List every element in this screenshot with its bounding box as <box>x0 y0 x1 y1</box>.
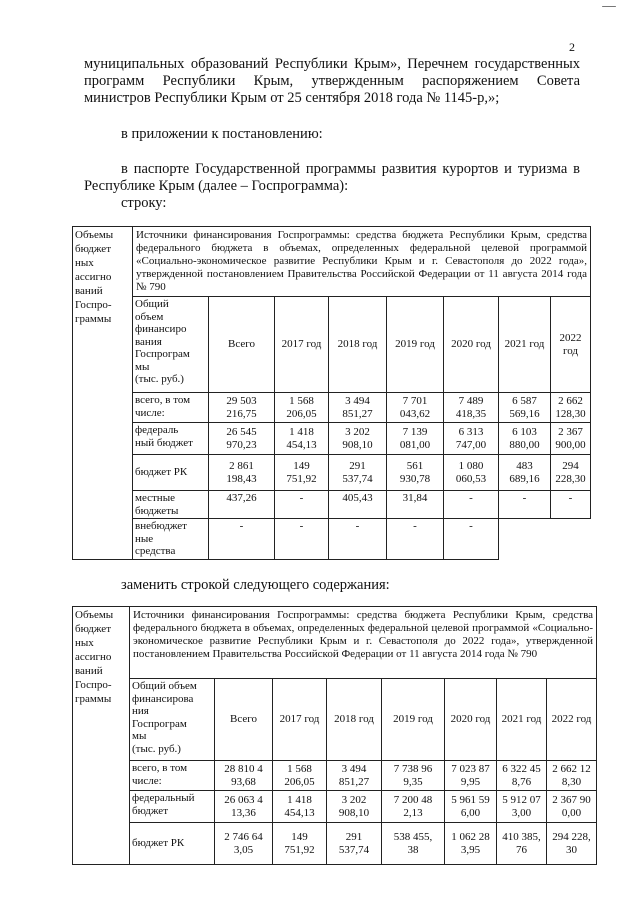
table-cell: - <box>329 519 387 560</box>
cell-line: 8,76 <box>511 775 532 788</box>
table-cell <box>445 761 497 791</box>
cell-line: 6 313 <box>458 426 484 438</box>
cell-line: 060,53 <box>455 472 487 485</box>
column-header: 2021 год <box>497 679 547 761</box>
cell-line: 3,05 <box>233 843 254 856</box>
cell-line: 483 <box>516 460 533 472</box>
cell-line: 561 <box>406 460 424 472</box>
row-label-rk <box>133 455 209 491</box>
label-line: вания <box>135 335 162 348</box>
label-line: бюджет <box>132 804 168 817</box>
cell-line: 3 494 <box>345 395 370 407</box>
table-cell <box>382 791 445 823</box>
funding-table-old <box>72 226 591 560</box>
label-line: объем <box>135 310 164 323</box>
table-row <box>73 519 591 560</box>
table-cell <box>215 761 273 791</box>
label-line: Госпро- <box>75 679 112 691</box>
table-cell <box>445 823 497 865</box>
cell-line: 9,95 <box>460 775 481 788</box>
label-line: ные <box>135 532 154 545</box>
cell-line: 291 <box>345 831 363 843</box>
cell-line: 38 <box>407 843 419 856</box>
label-line: Госпрограм <box>135 348 190 360</box>
funding-table-new <box>72 606 597 865</box>
cell-line: 1 062 28 <box>451 831 490 843</box>
scan-speck <box>602 6 616 7</box>
cell-line: 2 662 12 <box>552 763 591 775</box>
column-header: 2018 год <box>329 297 387 393</box>
table-cell <box>209 393 275 423</box>
label-line: всего, в том <box>132 762 188 774</box>
cell-line: 206,05 <box>286 407 317 420</box>
cell-line: 7 023 87 <box>451 763 490 775</box>
cell-line: 751,92 <box>286 472 317 485</box>
cell-line: 2 662 <box>558 395 583 407</box>
cell-line: 76 <box>516 843 527 856</box>
cell-line: 1 080 <box>458 460 484 472</box>
label-line: финансирова <box>132 692 194 705</box>
label-line: ассигно <box>75 651 112 663</box>
column-header: 2018 год <box>327 679 382 761</box>
table-cell <box>499 393 551 423</box>
cell-line: 851,27 <box>338 775 370 788</box>
row-label-federal <box>130 791 215 823</box>
label-line: ваний <box>75 665 103 677</box>
cell-line: 747,00 <box>455 438 487 451</box>
label-line: бюджет РК <box>132 837 185 850</box>
table-cell <box>275 423 329 455</box>
table-cell <box>499 455 551 491</box>
cell-line: 7 738 96 <box>393 763 433 775</box>
cell-line: 3 494 <box>341 763 367 775</box>
cell-line: 1 568 <box>287 763 312 775</box>
table-cell: - <box>499 491 551 519</box>
budget-allocations-label <box>73 607 130 865</box>
table-cell <box>387 455 444 491</box>
label-line: ных <box>75 257 94 269</box>
label-line: внебюджет <box>135 520 187 532</box>
table-cell <box>547 791 597 823</box>
table-cell: - <box>275 519 329 560</box>
cell-line: 93,68 <box>231 775 256 788</box>
cell-line: 7 200 48 <box>393 794 433 806</box>
table-cell <box>499 423 551 455</box>
table-cell <box>327 761 382 791</box>
cell-line: 30 <box>566 843 577 856</box>
cell-line: 900,00 <box>555 438 586 451</box>
cell-line: 6 322 45 <box>502 763 541 775</box>
table-cell <box>444 455 499 491</box>
table-cell <box>273 761 327 791</box>
table-cell <box>497 761 547 791</box>
cell-line: 3,00 <box>511 806 532 819</box>
label-line: ный бюджет <box>135 436 193 449</box>
cell-line: 751,92 <box>284 843 315 856</box>
cell-line: 2 746 64 <box>224 831 263 843</box>
label-line: Общий <box>135 298 169 310</box>
cell-line: 149 <box>293 460 310 472</box>
cell-line: 537,74 <box>338 843 370 856</box>
cell-line: 7 489 <box>458 395 484 407</box>
table-cell <box>551 423 591 455</box>
cell-line: 149 <box>291 831 308 843</box>
table-cell <box>387 393 444 423</box>
table-cell <box>209 423 275 455</box>
table-cell: - <box>275 491 329 519</box>
header-total-label <box>130 679 215 761</box>
cell-line: 2 367 90 <box>552 794 591 806</box>
label-line: Общий объем <box>132 680 197 692</box>
label-line: мы <box>132 730 147 742</box>
cell-line: 28 810 4 <box>224 763 263 775</box>
label-line: бюджеты <box>135 504 179 517</box>
table-row <box>73 423 591 455</box>
table-cell <box>382 823 445 865</box>
intro-line-last: министров Республики Крым от 25 сентября 2018 года № 1145-р,»; <box>84 90 500 106</box>
cell-line: 294 228, <box>552 831 591 843</box>
column-header: 2019 год <box>382 679 445 761</box>
cell-line: 908,10 <box>338 806 370 819</box>
table-cell <box>215 791 273 823</box>
cell-line: 1 418 <box>287 794 312 806</box>
label-line: числе: <box>132 774 162 787</box>
column-header: Всего <box>215 679 273 761</box>
table-cell <box>327 823 382 865</box>
cell-line: 5 912 07 <box>502 794 541 806</box>
table-row <box>73 491 591 519</box>
cell-line: 9,35 <box>403 775 423 788</box>
cell-line: 2 861 <box>229 460 254 472</box>
table-cell <box>444 423 499 455</box>
table-cell-blank <box>551 519 591 560</box>
cell-line: 3 202 <box>341 794 367 806</box>
table-cell: 405,43 <box>329 491 387 519</box>
row-label-federal <box>133 423 209 455</box>
row-label-rk <box>130 823 215 865</box>
cell-line: 454,13 <box>286 438 317 451</box>
table-cell <box>445 791 497 823</box>
cell-line: 291 <box>349 460 366 472</box>
cell-line: 7 139 <box>402 426 428 438</box>
cell-line: 206,05 <box>284 775 315 788</box>
cell-line: 538 455, <box>393 831 433 843</box>
label-line: ассигно <box>75 271 112 283</box>
table-cell <box>382 761 445 791</box>
cell-line: 216,75 <box>226 407 257 420</box>
table-cell: - <box>551 491 591 519</box>
column-header: 2019 год <box>387 297 444 393</box>
cell-line: 228,30 <box>555 472 586 485</box>
label-line: Объемы <box>75 609 114 621</box>
table-cell <box>551 455 591 491</box>
cell-line: 8,30 <box>561 775 582 788</box>
label-line: ния <box>132 705 149 717</box>
cell-line: 418,35 <box>455 407 487 420</box>
label-line: (тыс. руб.) <box>135 373 184 385</box>
label-line: средства <box>135 545 176 557</box>
label-line: Госпро- <box>75 299 112 311</box>
column-header: 2022 год <box>547 679 597 761</box>
table-cell: 31,84 <box>387 491 444 519</box>
table-cell <box>329 423 387 455</box>
cell-line: 6,00 <box>460 806 481 819</box>
cell-line: 2,13 <box>403 806 423 819</box>
label-line: Объемы <box>75 229 114 241</box>
intro-line: муниципальных образований Республики Крым», Перечнем государственных <box>84 56 580 72</box>
label-line: бюджет <box>75 243 111 255</box>
table-cell <box>329 393 387 423</box>
label-line: местные <box>135 492 175 504</box>
passport-paragraph <box>84 161 580 195</box>
table-cell <box>551 393 591 423</box>
cell-line: 3 202 <box>345 426 370 438</box>
cell-line: 081,00 <box>399 438 431 451</box>
column-header: 2020 год <box>444 297 499 393</box>
table-row <box>73 761 597 791</box>
table-cell: 437,26 <box>209 491 275 519</box>
budget-allocations-label <box>73 227 133 560</box>
cell-line: 851,27 <box>342 407 373 420</box>
cell-line: 0,00 <box>561 806 582 819</box>
intro-paragraph <box>84 56 580 107</box>
cell-line: 29 503 <box>226 395 257 407</box>
cell-line: 1 568 <box>289 395 314 407</box>
column-header: 2017 год <box>275 297 329 393</box>
label-line: Госпрограм <box>132 717 187 730</box>
page-number: 2 <box>569 40 575 54</box>
row-label-total <box>133 393 209 423</box>
table-cell <box>327 791 382 823</box>
label-line: федераль <box>135 424 179 436</box>
cell-line: 410 385, <box>502 831 541 843</box>
label-line: федеральный <box>132 792 195 804</box>
cell-line: 537,74 <box>342 472 373 485</box>
table-cell: - <box>444 491 499 519</box>
table-cell <box>329 455 387 491</box>
table-row <box>73 791 597 823</box>
table-cell-blank <box>499 519 551 560</box>
column-header: Всего <box>209 297 275 393</box>
column-header: 2021 год <box>499 297 551 393</box>
table-cell: - <box>444 519 499 560</box>
passport-line-first: в паспорте Государственной программы развития курортов и туризма в <box>121 161 580 177</box>
label-line: числе: <box>135 406 165 419</box>
table-cell: - <box>209 519 275 560</box>
label-line: ных <box>75 637 94 649</box>
cell-line: 880,00 <box>509 438 540 451</box>
cell-line: 198,43 <box>226 472 257 485</box>
label-line: бюджет РК <box>135 466 188 479</box>
table-cell: - <box>387 519 444 560</box>
label-line: бюджет <box>75 623 111 635</box>
replace-line: заменить строкой следующего содержания: <box>121 577 390 593</box>
cell-line: 6 587 <box>512 395 537 407</box>
funding-sources-text: Источники финансирования Госпрограммы: средства бюджета Республики Крым, средства федерального бюджета в объемах, определенных федеральной целевой программой «Социально-экономическое развитие Республики Крым и г. Севастополя до 2022 года», утвержденной постановлением Правительства Российской Федерации от 11 августа 2014 года № 790 <box>130 607 597 679</box>
table-cell <box>275 393 329 423</box>
label-line: граммы <box>75 313 112 325</box>
cell-line: 26 063 4 <box>224 794 263 806</box>
label-line: (тыс. руб.) <box>132 742 181 755</box>
label-line: всего, в том <box>135 394 191 406</box>
appendix-line: в приложении к постановлению: <box>121 126 323 142</box>
funding-sources-text: Источники финансирования Госпрограммы: средства бюджета Республики Крым, средства федерального бюджета в объемах, определенных федеральной целевой программой «Социально-экономическое развитие Республики Крым и г. Севастополя до 2022 года», утвержденной постановлением Правительства Российской Федерации от 11 августа 2014 года № 790 <box>133 227 591 297</box>
table-cell <box>273 823 327 865</box>
table-cell <box>547 761 597 791</box>
cell-line: 569,16 <box>509 407 540 420</box>
cell-line: 970,23 <box>226 438 257 451</box>
table-cell <box>497 791 547 823</box>
cell-line: 454,13 <box>284 806 315 819</box>
intro-line: программ Республики Крым, утвержденным распоряжением Совета <box>84 73 580 89</box>
column-header: 2020 год <box>445 679 497 761</box>
row-label-local <box>133 491 209 519</box>
table-row <box>73 393 591 423</box>
table-row <box>73 823 597 865</box>
table-cell <box>497 823 547 865</box>
table-cell <box>387 423 444 455</box>
header-total-label <box>133 297 209 393</box>
passport-line: Республике Крым (далее – Госпрограмма): <box>84 178 349 194</box>
label-line: мы <box>135 360 150 373</box>
column-header: 2022 год <box>551 297 591 393</box>
cell-line: 1 418 <box>289 426 314 438</box>
cell-line: 689,16 <box>509 472 540 485</box>
cell-line: 3,95 <box>460 843 481 856</box>
table-cell <box>209 455 275 491</box>
cell-line: 128,30 <box>555 407 586 420</box>
table-cell <box>273 791 327 823</box>
cell-line: 6 103 <box>512 426 537 438</box>
table-cell <box>444 393 499 423</box>
label-line: финансиро <box>135 323 187 335</box>
label-line: ваний <box>75 285 103 297</box>
column-header: 2017 год <box>273 679 327 761</box>
table-cell <box>275 455 329 491</box>
table-cell <box>547 823 597 865</box>
row-line: строку: <box>121 195 167 211</box>
row-label-offbudget <box>133 519 209 560</box>
table-row <box>73 455 591 491</box>
table-cell <box>215 823 273 865</box>
row-label-total <box>130 761 215 791</box>
cell-line: 043,62 <box>399 407 431 420</box>
cell-line: 2 367 <box>558 426 583 438</box>
cell-line: 26 545 <box>226 426 257 438</box>
cell-line: 294 <box>562 460 579 472</box>
cell-line: 908,10 <box>342 438 373 451</box>
cell-line: 930,78 <box>399 472 431 485</box>
cell-line: 7 701 <box>402 395 428 407</box>
label-line: граммы <box>75 693 112 705</box>
cell-line: 13,36 <box>231 806 256 819</box>
cell-line: 5 961 59 <box>451 794 490 806</box>
